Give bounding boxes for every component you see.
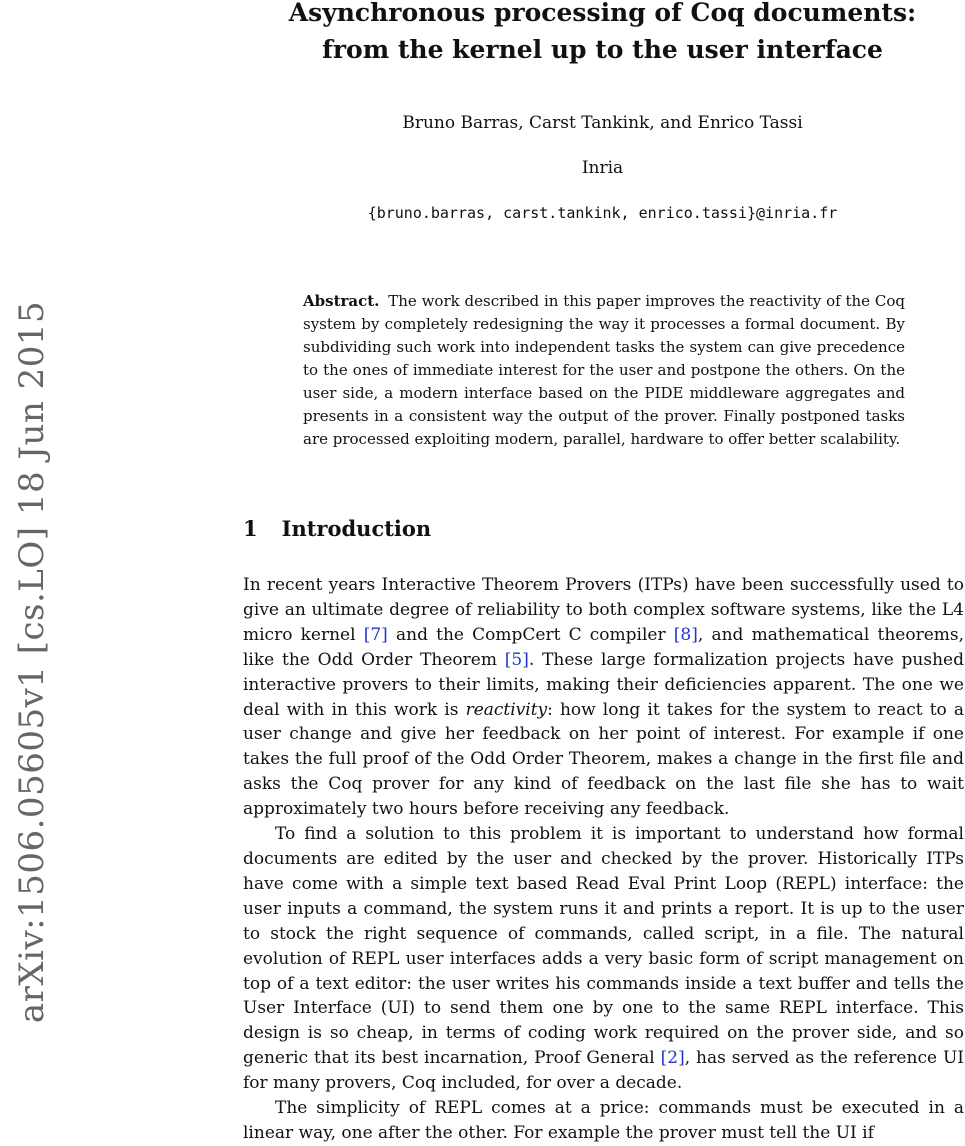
abstract-text: The work described in this paper improves the reactivity of the Coq system by completely redesigning the way it processes a formal document. By subdividing such work into independent tasks the system can give precedence to the ones of immediate interest for the user and postpone the others. On the user side, a modern interface based on the PIDE middleware aggregates and presents in a consistent way the output of the prover. Finally postponed tasks are processed exploiting modern, parallel, hardware to offer better scalability. bbox=[303, 292, 905, 448]
text-run: and the CompCert C compiler bbox=[387, 624, 674, 645]
section-title: Introduction bbox=[281, 516, 432, 541]
paper-title bbox=[240, 0, 965, 68]
citation-link-7[interactable]: [7] bbox=[363, 624, 388, 645]
citation-link-2[interactable]: [2] bbox=[660, 1048, 685, 1069]
section-heading bbox=[243, 516, 431, 541]
paragraph-3 bbox=[243, 1096, 964, 1146]
arxiv-identifier: arXiv:1506.05605v1 [cs.LO] 18 Jun 2015 bbox=[12, 300, 52, 1024]
citation-link-5[interactable]: [5] bbox=[504, 649, 529, 670]
paragraph-2 bbox=[243, 822, 964, 1096]
arxiv-sidebar bbox=[0, 0, 60, 1145]
title-line-1: Asynchronous processing of Coq documents: bbox=[288, 0, 917, 27]
abstract bbox=[303, 290, 905, 451]
text-run: , and mathematical theorems, like the Odd Order Theorem bbox=[243, 624, 965, 670]
author-emails: {bruno.barras, carst.tankink, enrico.tassi}@inria.fr bbox=[367, 204, 838, 222]
section-number: 1 bbox=[243, 516, 258, 541]
citation-link-8[interactable]: [8] bbox=[673, 624, 698, 645]
paragraph-1 bbox=[243, 573, 964, 822]
text-run: : how long it takes for the system to react to a user change and give her feedback on her point of interest. For example if one takes the full proof of the Odd Order Theorem, makes a change in the first file and asks the Coq prover for any kind of feedback on the last file she has to wait approximately two hours before receiving any feedback. bbox=[243, 699, 964, 820]
text-run: , has served as the reference UI for many provers, Coq included, for over a decade. bbox=[243, 1048, 965, 1094]
text-run: To find a solution to this problem it is important to understand how formal documents are edited by the user and checked by the prover. Historically ITPs have come with a simple text based Read Eval Print Loop (REPL) interface: the user inputs a command, the system runs it and prints a report. It is up to the user to stock the right sequence of commands, called script, in a file. The natural evolution of REPL user interfaces adds a very basic form of script management on top of a text editor: the user writes his commands inside a text buffer and tells the User Interface (UI) to send them one by one to the same REPL interface. This design is so cheap, in terms of coding work required on the prover side, and so generic that its best incarnation, Proof General bbox=[243, 824, 964, 1069]
text-run: . These large formalization projects have pushed interactive provers to their limits, making their deficiencies apparent. The one we deal with in this work is bbox=[243, 649, 964, 720]
abstract-label: Abstract. bbox=[303, 292, 380, 310]
affiliation: Inria bbox=[581, 158, 624, 178]
authors: Bruno Barras, Carst Tankink, and Enrico Tassi bbox=[402, 113, 803, 133]
title-line-2: from the kernel up to the user interface bbox=[322, 35, 883, 64]
text-run: In recent years Interactive Theorem Provers (ITPs) have been successfully used to give an ultimate degree of reliability to both complex software systems, like the L4 micro kernel bbox=[243, 575, 964, 645]
body-text bbox=[243, 573, 964, 1146]
text-run: The simplicity of REPL comes at a price: commands must be executed in a linear way, one after the other. For example the prover must tell the UI if bbox=[243, 1098, 964, 1143]
emphasis: reactivity bbox=[465, 699, 548, 720]
